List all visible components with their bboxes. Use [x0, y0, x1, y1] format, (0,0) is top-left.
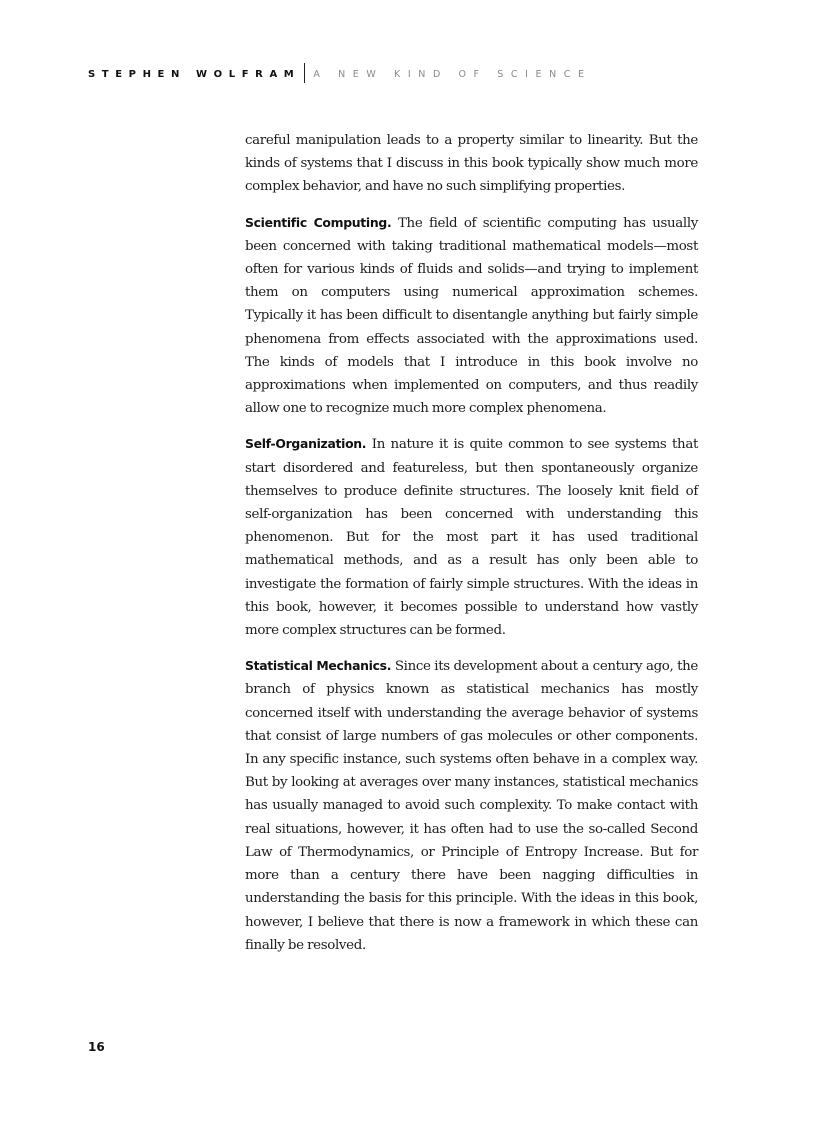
page-number: 16	[88, 1040, 105, 1054]
section-text-scientific-computing: The field of scientific computing has usually been concerned with taking traditional mathematical models—most often for various kinds of fluids and solids—and trying to implement them on computers using numerical approximation schemes. Typically it has been difficult to disentangle anything but fairly simple phenomena from effects associated with the approximations used. The kinds of models that I introduce in this book involve no approximations when implemented on computers, and thus readily allow one to recognize much more complex phenomena.	[245, 215, 698, 417]
section-text-statistical-mechanics: Since its development about a century ago, the branch of physics known as statistical mechanics has mostly concerned itself with understanding the average behavior of systems that consist of large numbers of gas molecules or other components. In any specific instance, such systems often behave in a complex way. But by looking at averages over many instances, statistical mechanics has usually managed to avoid such complexity. To make contact with real situations, however, it has often had to use the so-called Second Law of Thermodynamics, or Principle of Entropy Increase. But for more than a century there have been nagging difficulties in understanding the basis for this principle. With the ideas in this book, however, I believe that there is now a framework in which these can finally be resolved.	[245, 659, 698, 953]
main-text-column	[245, 129, 698, 969]
section-heading-scientific-computing: Scientific Computing.	[245, 214, 392, 230]
running-head-author: STEPHEN WOLFRAM	[88, 69, 301, 80]
section-text-self-organization: In nature it is quite common to see systems that start disordered and featureless, but then spontaneously organize themselves to produce definite structures. The loosely knit field of self-organization has been concerned with understanding this phenomenon. But for the most part it has used traditional mathematical methods, and as a result has only been able to investigate the formation of fairly simple structures. With the ideas in this book, however, it becomes possible to understand how vastly more complex structures can be formed.	[245, 437, 698, 639]
section-statistical-mechanics	[245, 654, 698, 957]
section-self-organization	[245, 432, 698, 642]
running-head-book-title: A NEW KIND OF SCIENCE	[313, 69, 592, 80]
section-scientific-computing	[245, 211, 698, 421]
running-head	[88, 63, 592, 83]
section-heading-self-organization: Self-Organization.	[245, 436, 367, 452]
running-head-divider	[304, 63, 305, 83]
section-heading-statistical-mechanics: Statistical Mechanics.	[245, 658, 392, 674]
intro-paragraph: careful manipulation leads to a property similar to linearity. But the kinds of systems that I discuss in this book typically show much more complex behavior, and have no such simplifying properties.	[245, 133, 698, 195]
